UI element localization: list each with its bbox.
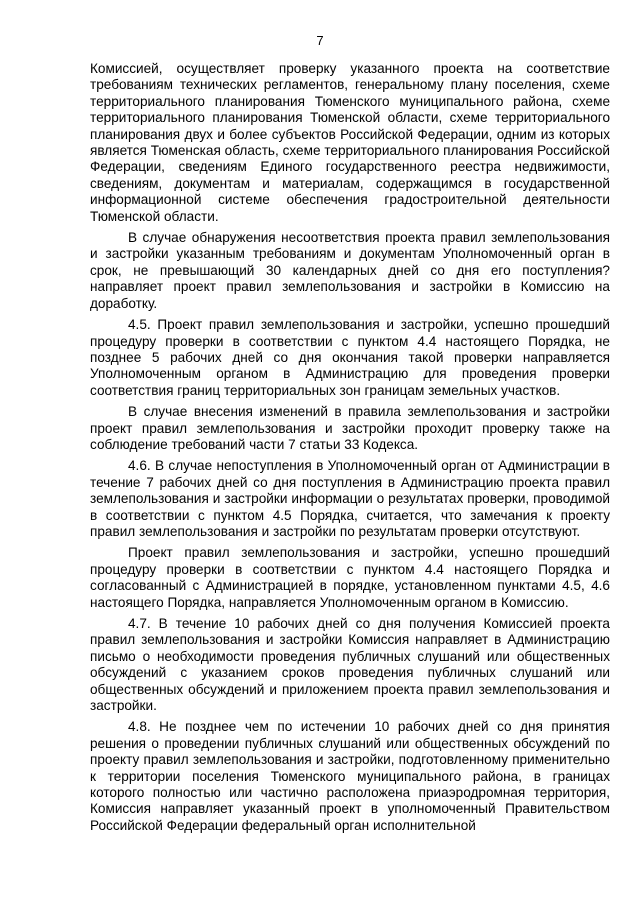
paragraph: 4.8. Не позднее чем по истечении 10 рабочих дней со дня принятия решения о проведении публичных слушаний или общественных обсуждений по проекту правил землепользования и застройки, подготовленному применительно к территории поселения Тюменского муниципального района, в границах которого полностью или частично расположена приаэродромная территория, Комиссия направляет указанный проект в уполномоченный Правительством Российской Федерации федеральный орган исполнительной [90, 719, 610, 833]
paragraph: 4.6. В случае непоступления в Уполномоченный орган от Администрации в течение 7 рабочих дней со дня поступления в Администрацию проекта правил землепользования и застройки информации о результатах проверки, проводимой в соответствии с пунктом 4.5 Порядка, считается, что замечания к проекту правил землепользования и застройки по результатам проверки отсутствуют. [90, 458, 610, 539]
paragraph: Комиссией, осуществляет проверку указанного проекта на соответствие требованиям технических регламентов, генеральному плану поселения, схеме территориального планирования Тюменского муниципального района, схеме территориального планирования Тюменской области, схеме территориального планирования двух и более субъектов Российской Федерации, одним из которых является Тюменская область, схеме территориального планирования Российской Федерации, сведениям Единого государственного реестра недвижимости, сведениям, документам и материалам, содержащимся в государственной информационной системе обеспечения градостроительной деятельности Тюменской области. [90, 61, 610, 224]
paragraph: Проект правил землепользования и застройки, успешно прошедший процедуру проверки в соответствии с пунктом 4.4 настоящего Порядка и согласованный с Администрацией в порядке, установленном пунктами 4.5, 4.6 настоящего Порядка, направляется Уполномоченным органом в Комиссию. [90, 545, 610, 610]
paragraph: 4.7. В течение 10 рабочих дней со дня получения Комиссией проекта правил землепользования и застройки Комиссия направляет в Администрацию письмо о необходимости проведения публичных слушаний или общественных обсуждений с указанием сроков проведения публичных слушаний или общественных обсуждений и приложением проекта правил землепользования и застройки. [90, 616, 610, 714]
paragraph: В случае внесения изменений в правила землепользования и застройки проект правил землепользования и застройки проходит проверку также на соблюдение требований части 7 статьи 33 Кодекса. [90, 404, 610, 452]
document-body [90, 61, 610, 839]
page-number: 7 [316, 33, 324, 48]
paragraph: 4.5. Проект правил землепользования и застройки, успешно прошедший процедуру проверки в соответствии с пунктом 4.4 настоящего Порядка, не позднее 5 рабочих дней со дня окончания такой проверки направляется Уполномоченным органом в Администрацию для проведения проверки соответствия границ территориальных зон границам земельных участков. [90, 317, 610, 398]
paragraph: В случае обнаружения несоответствия проекта правил землепользования и застройки указанным требованиям и документам Уполномоченный орган в срок, не превышающий 30 календарных дней со дня его поступления? направляет проект правил землепользования и застройки в Комиссию на доработку. [90, 230, 610, 311]
